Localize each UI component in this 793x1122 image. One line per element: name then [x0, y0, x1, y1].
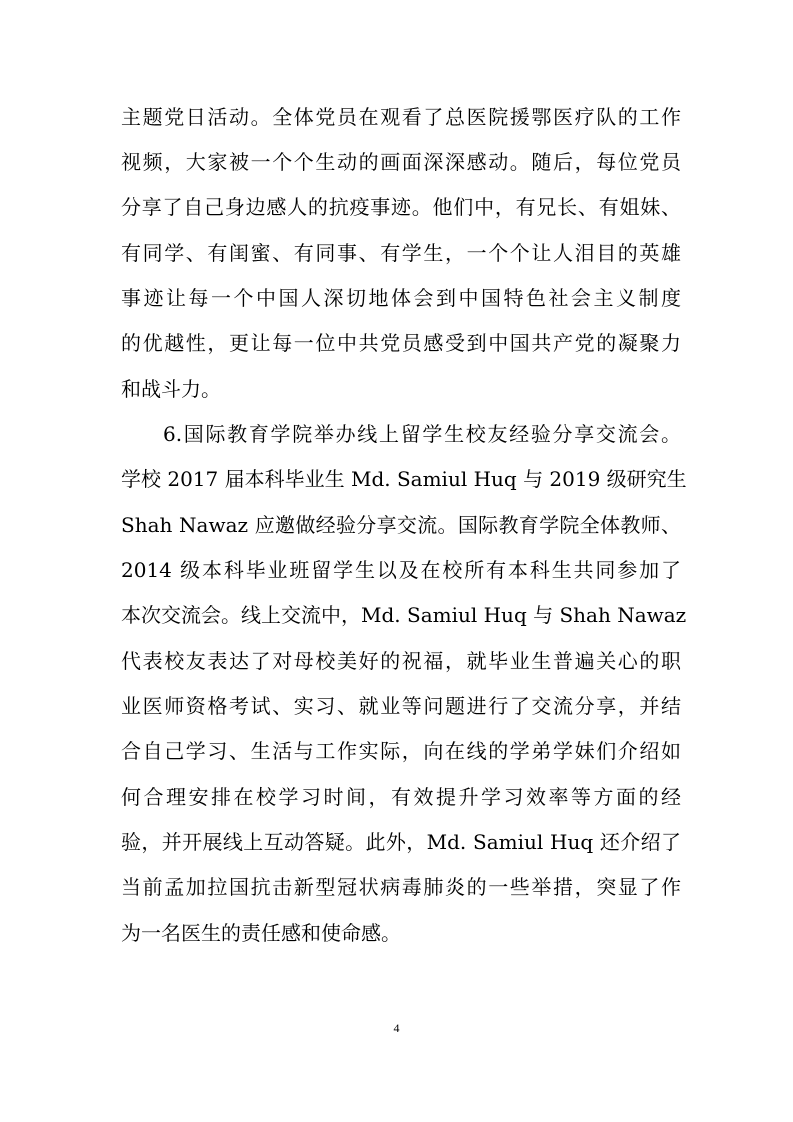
- paragraph-1-line-7: 和战斗力。: [121, 377, 221, 401]
- paragraph-2-line-10: 验，并开展线上互动答疑。此外，Md. Samiul Huq 还介绍了: [121, 830, 681, 854]
- paragraph-2-line-3: Shah Nawaz 应邀做经验分享交流。国际教育学院全体教师、: [121, 513, 681, 537]
- paragraph-1-line-6: 的优越性，更让每一位中共党员感受到中国共产党的凝聚力: [121, 331, 681, 355]
- paragraph-2-line-1: 6.国际教育学院举办线上留学生校友经验分享交流会。: [163, 422, 681, 446]
- paragraph-1-line-1: 主题党日活动。全体党员在观看了总医院援鄂医疗队的工作: [121, 105, 681, 129]
- paragraph-1-line-3: 分享了自己身边感人的抗疫事迹。他们中，有兄长、有姐妹、: [121, 195, 681, 219]
- paragraph-2-line-8: 合自己学习、生活与工作实际，向在线的学弟学妹们介绍如: [121, 739, 681, 763]
- paragraph-2-line-11: 当前孟加拉国抗击新型冠状病毒肺炎的一些举措，突显了作: [121, 875, 681, 899]
- paragraph-1-line-2: 视频，大家被一个个生动的画面深深感动。随后，每位党员: [121, 150, 681, 174]
- paragraph-2-line-2: 学校 2017 届本科毕业生 Md. Samiul Huq 与 2019 级研究生: [121, 467, 687, 491]
- paragraph-2-line-5: 本次交流会。线上交流中，Md. Samiul Huq 与 Shah Nawaz: [121, 603, 687, 627]
- paragraph-2-line-12: 为一名医生的责任感和使命感。: [121, 921, 401, 945]
- paragraph-2-line-7: 业医师资格考试、实习、就业等问题进行了交流分享，并结: [121, 694, 681, 718]
- paragraph-2-line-9: 何合理安排在校学习时间，有效提升学习效率等方面的经: [121, 785, 681, 809]
- paragraph-2-line-4: 2014 级本科毕业班留学生以及在校所有本科生共同参加了: [121, 558, 681, 582]
- paragraph-2-line-6: 代表校友表达了对母校美好的祝福，就毕业生普遍关心的职: [121, 649, 681, 673]
- paragraph-1-line-5: 事迹让每一个中国人深切地体会到中国特色社会主义制度: [121, 286, 681, 310]
- paragraph-1-line-4: 有同学、有闺蜜、有同事、有学生，一个个让人泪目的英雄: [121, 241, 681, 265]
- page-number: 4: [393, 1021, 400, 1035]
